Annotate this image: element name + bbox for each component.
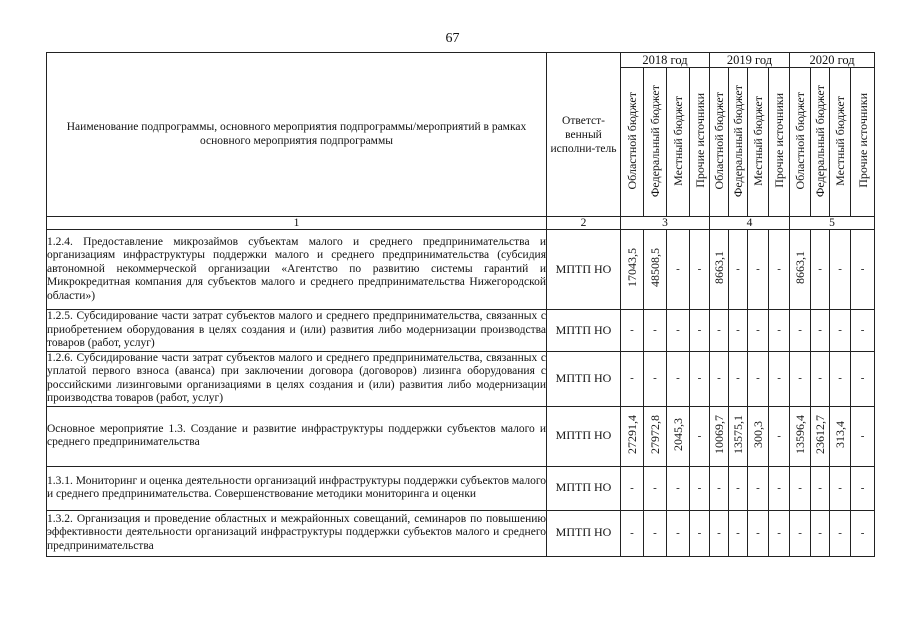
value-cell xyxy=(644,230,667,310)
header-source-2019-0 xyxy=(710,68,729,217)
empty-dash: - xyxy=(697,263,702,276)
value-cell xyxy=(830,466,851,510)
empty-dash: - xyxy=(676,324,680,336)
empty-dash: - xyxy=(838,372,842,385)
empty-dash: - xyxy=(777,324,781,336)
value-cell xyxy=(667,351,690,406)
empty-dash: - xyxy=(717,526,721,539)
table-row xyxy=(47,351,875,406)
header-source-label: Прочие источники xyxy=(855,93,870,189)
value-cell xyxy=(790,510,811,556)
value-cell xyxy=(621,466,644,510)
value-cell xyxy=(621,230,644,310)
value-cell xyxy=(710,510,729,556)
header-year-2019: 2019 год xyxy=(710,53,790,68)
value-cell xyxy=(748,351,769,406)
empty-dash: - xyxy=(697,324,702,336)
value-cell xyxy=(729,406,748,466)
row-name: 1.2.5. Субсидирование части затрат субъектов малого и среднего предпринимательства, связанных с приобретением оборудования в целях создания и (или) развития либо модернизации производства товаров (работ, услуг) xyxy=(47,310,546,349)
header-name-column: Наименование подпрограммы, основного мероприятия подпрограммы/мероприятий в рамках основного мероприятия подпрограммы xyxy=(47,53,547,217)
value-cell xyxy=(690,230,710,310)
row-executor: МПТП НО xyxy=(547,230,621,310)
amount-value: 13575,1 xyxy=(731,414,746,454)
value-cell xyxy=(769,510,790,556)
amount-value: 27972,8 xyxy=(648,414,662,454)
value-cell xyxy=(748,230,769,310)
header-source-2020-0 xyxy=(790,68,811,217)
empty-dash: - xyxy=(777,429,781,442)
value-cell xyxy=(851,351,875,406)
empty-dash: - xyxy=(736,372,740,385)
value-cell xyxy=(769,406,790,466)
value-cell xyxy=(851,310,875,352)
empty-dash: - xyxy=(717,481,721,494)
row-name: Основное мероприятие 1.3. Создание и развитие инфраструктуры поддержки субъектов малого и среднего предпринимательства xyxy=(47,406,547,466)
column-number: 5 xyxy=(790,217,875,230)
column-number-row xyxy=(47,217,875,230)
value-cell xyxy=(769,351,790,406)
header-source-label: Федеральный бюджет xyxy=(813,84,828,197)
amount-value: 8663,1 xyxy=(793,251,808,285)
row-name: 1.2.6. Субсидирование части затрат субъектов малого и среднего предпринимательства, связанных с уплатой первого взноса (аванса) при заключении договора (договоров) лизинга оборудования с российскими лизинговыми организациями в целях создания и (или) развития либо модернизации производства товаров (работ, услуг) xyxy=(47,351,546,404)
empty-dash: - xyxy=(860,481,865,494)
empty-dash: - xyxy=(736,526,740,539)
row-executor: МПТП НО xyxy=(547,310,621,352)
value-cell xyxy=(710,230,729,310)
empty-dash: - xyxy=(838,263,842,276)
empty-dash: - xyxy=(630,526,634,539)
header-source-2018-3 xyxy=(690,68,710,217)
empty-dash: - xyxy=(777,526,781,539)
value-cell xyxy=(830,230,851,310)
header-source-label: Областной бюджет xyxy=(712,92,727,190)
header-source-label: Федеральный бюджет xyxy=(648,84,662,197)
empty-dash: - xyxy=(697,372,702,385)
header-source-label: Местный бюджет xyxy=(833,95,848,186)
header-source-2018-0 xyxy=(621,68,644,217)
value-cell xyxy=(748,406,769,466)
empty-dash: - xyxy=(756,372,760,385)
value-cell xyxy=(690,310,710,352)
value-cell xyxy=(644,351,667,406)
value-cell xyxy=(621,310,644,352)
value-cell xyxy=(811,310,830,352)
header-source-2020-1 xyxy=(811,68,830,217)
empty-dash: - xyxy=(736,324,740,336)
row-name: 1.3.2. Организация и проведение областных и межрайонных совещаний, семинаров по повышению эффективности деятельности организаций инфраструктуры поддержки субъектов малого и среднего предпринимательства xyxy=(47,510,547,556)
empty-dash: - xyxy=(818,481,822,494)
value-cell xyxy=(621,351,644,406)
amount-value: 10069,7 xyxy=(712,414,727,454)
empty-dash: - xyxy=(818,372,822,385)
amount-value: 300,3 xyxy=(751,420,766,448)
table-row xyxy=(47,510,875,556)
value-cell xyxy=(729,351,748,406)
value-cell xyxy=(729,230,748,310)
row-name: 1.2.4. Предоставление микрозаймов субъектам малого и среднего предпринимательства и организациям инфраструктуры поддержки малого и среднего предпринимательства (субсидия автономной некоммерческой организации «Агентство по развитию системы гарантий и Микрокредитная компания для субъектов малого и среднего предпринимательства Нижегородской области») xyxy=(47,230,547,310)
amount-value: 27291,4 xyxy=(625,414,639,454)
header-source-label: Прочие источники xyxy=(692,93,707,189)
value-cell xyxy=(851,406,875,466)
value-cell xyxy=(790,230,811,310)
empty-dash: - xyxy=(697,526,702,539)
empty-dash: - xyxy=(798,481,802,494)
empty-dash: - xyxy=(798,526,802,539)
value-cell xyxy=(790,406,811,466)
header-source-2019-3 xyxy=(769,68,790,217)
empty-dash: - xyxy=(818,324,822,336)
empty-dash: - xyxy=(838,481,842,494)
value-cell xyxy=(710,406,729,466)
empty-dash: - xyxy=(676,263,680,276)
value-cell xyxy=(811,230,830,310)
row-name: 1.3.1. Мониторинг и оценка деятельности организаций инфраструктуры поддержки субъектов малого и среднего предпринимательства. Совершенствование методики мониторинга и оценки xyxy=(47,466,547,510)
empty-dash: - xyxy=(676,526,680,539)
value-cell xyxy=(667,406,690,466)
header-source-2018-1 xyxy=(644,68,667,217)
row-executor: МПТП НО xyxy=(547,406,621,466)
column-number: 3 xyxy=(621,217,710,230)
empty-dash: - xyxy=(798,324,802,336)
table-row xyxy=(47,466,875,510)
amount-value: 23612,7 xyxy=(813,414,828,454)
empty-dash: - xyxy=(860,526,865,539)
empty-dash: - xyxy=(756,481,760,494)
column-number: 4 xyxy=(710,217,790,230)
header-source-2020-3 xyxy=(851,68,875,217)
value-cell xyxy=(748,310,769,352)
value-cell xyxy=(690,351,710,406)
header-source-2018-2 xyxy=(667,68,690,217)
header-executor-column: Ответст-венный исполни-тель xyxy=(547,53,621,217)
empty-dash: - xyxy=(818,263,822,276)
value-cell xyxy=(790,310,811,352)
table-row xyxy=(47,406,875,466)
table-row xyxy=(47,230,875,310)
empty-dash: - xyxy=(860,429,865,442)
value-cell xyxy=(830,351,851,406)
header-source-label: Областной бюджет xyxy=(625,92,639,190)
header-year-2018: 2018 год xyxy=(621,53,710,68)
value-cell xyxy=(769,230,790,310)
value-cell xyxy=(644,510,667,556)
value-cell xyxy=(811,351,830,406)
value-cell xyxy=(644,406,667,466)
column-number: 2 xyxy=(547,217,621,230)
empty-dash: - xyxy=(653,526,657,539)
value-cell xyxy=(830,310,851,352)
value-cell xyxy=(621,406,644,466)
value-cell xyxy=(667,510,690,556)
header-year-2020: 2020 год xyxy=(790,53,875,68)
empty-dash: - xyxy=(756,526,760,539)
empty-dash: - xyxy=(630,481,634,494)
value-cell xyxy=(830,406,851,466)
empty-dash: - xyxy=(697,429,702,442)
value-cell xyxy=(748,510,769,556)
empty-dash: - xyxy=(630,324,634,336)
empty-dash: - xyxy=(777,372,781,385)
value-cell xyxy=(811,466,830,510)
value-cell xyxy=(729,466,748,510)
empty-dash: - xyxy=(798,372,802,385)
value-cell xyxy=(690,466,710,510)
header-source-2019-2 xyxy=(748,68,769,217)
amount-value: 13596,4 xyxy=(793,414,808,454)
empty-dash: - xyxy=(717,324,721,336)
row-executor: МПТП НО xyxy=(547,351,621,406)
empty-dash: - xyxy=(630,372,634,385)
amount-value: 313,4 xyxy=(833,420,848,448)
empty-dash: - xyxy=(676,481,680,494)
empty-dash: - xyxy=(736,481,740,494)
value-cell xyxy=(729,310,748,352)
empty-dash: - xyxy=(838,526,842,539)
value-cell xyxy=(769,310,790,352)
empty-dash: - xyxy=(653,324,657,336)
value-cell xyxy=(690,510,710,556)
value-cell xyxy=(667,310,690,352)
value-cell xyxy=(769,466,790,510)
empty-dash: - xyxy=(653,372,657,385)
empty-dash: - xyxy=(777,481,781,494)
value-cell xyxy=(811,406,830,466)
header-source-2019-1 xyxy=(729,68,748,217)
empty-dash: - xyxy=(756,263,760,276)
budget-table xyxy=(46,52,875,557)
row-executor: МПТП НО xyxy=(547,466,621,510)
empty-dash: - xyxy=(777,263,781,276)
value-cell xyxy=(667,466,690,510)
value-cell xyxy=(710,310,729,352)
header-source-label: Прочие источники xyxy=(772,93,787,189)
empty-dash: - xyxy=(676,372,680,385)
value-cell xyxy=(748,466,769,510)
value-cell xyxy=(729,510,748,556)
value-cell xyxy=(690,406,710,466)
value-cell xyxy=(790,351,811,406)
value-cell xyxy=(811,510,830,556)
value-cell xyxy=(667,230,690,310)
header-source-label: Местный бюджет xyxy=(751,95,766,186)
page-number: 67 xyxy=(445,31,460,46)
value-cell xyxy=(710,351,729,406)
value-cell xyxy=(851,510,875,556)
value-cell xyxy=(644,466,667,510)
empty-dash: - xyxy=(697,481,702,494)
amount-value: 17043,5 xyxy=(625,248,639,288)
value-cell xyxy=(621,510,644,556)
value-cell xyxy=(851,466,875,510)
value-cell xyxy=(830,510,851,556)
value-cell xyxy=(851,230,875,310)
header-source-label: Областной бюджет xyxy=(793,92,808,190)
row-executor: МПТП НО xyxy=(547,510,621,556)
header-source-label: Федеральный бюджет xyxy=(731,84,746,197)
value-cell xyxy=(644,310,667,352)
empty-dash: - xyxy=(756,324,760,336)
empty-dash: - xyxy=(860,372,865,385)
empty-dash: - xyxy=(717,372,721,385)
empty-dash: - xyxy=(818,526,822,539)
value-cell xyxy=(710,466,729,510)
empty-dash: - xyxy=(736,263,740,276)
value-cell xyxy=(790,466,811,510)
empty-dash: - xyxy=(860,324,865,336)
empty-dash: - xyxy=(838,324,842,336)
table-row xyxy=(47,310,875,352)
amount-value: 8663,1 xyxy=(712,251,727,285)
header-source-label: Местный бюджет xyxy=(671,95,685,186)
amount-value: 2045,3 xyxy=(671,417,685,451)
empty-dash: - xyxy=(860,263,865,276)
column-number: 1 xyxy=(47,217,547,230)
amount-value: 48508,5 xyxy=(648,248,662,288)
empty-dash: - xyxy=(653,481,657,494)
header-source-2020-2 xyxy=(830,68,851,217)
